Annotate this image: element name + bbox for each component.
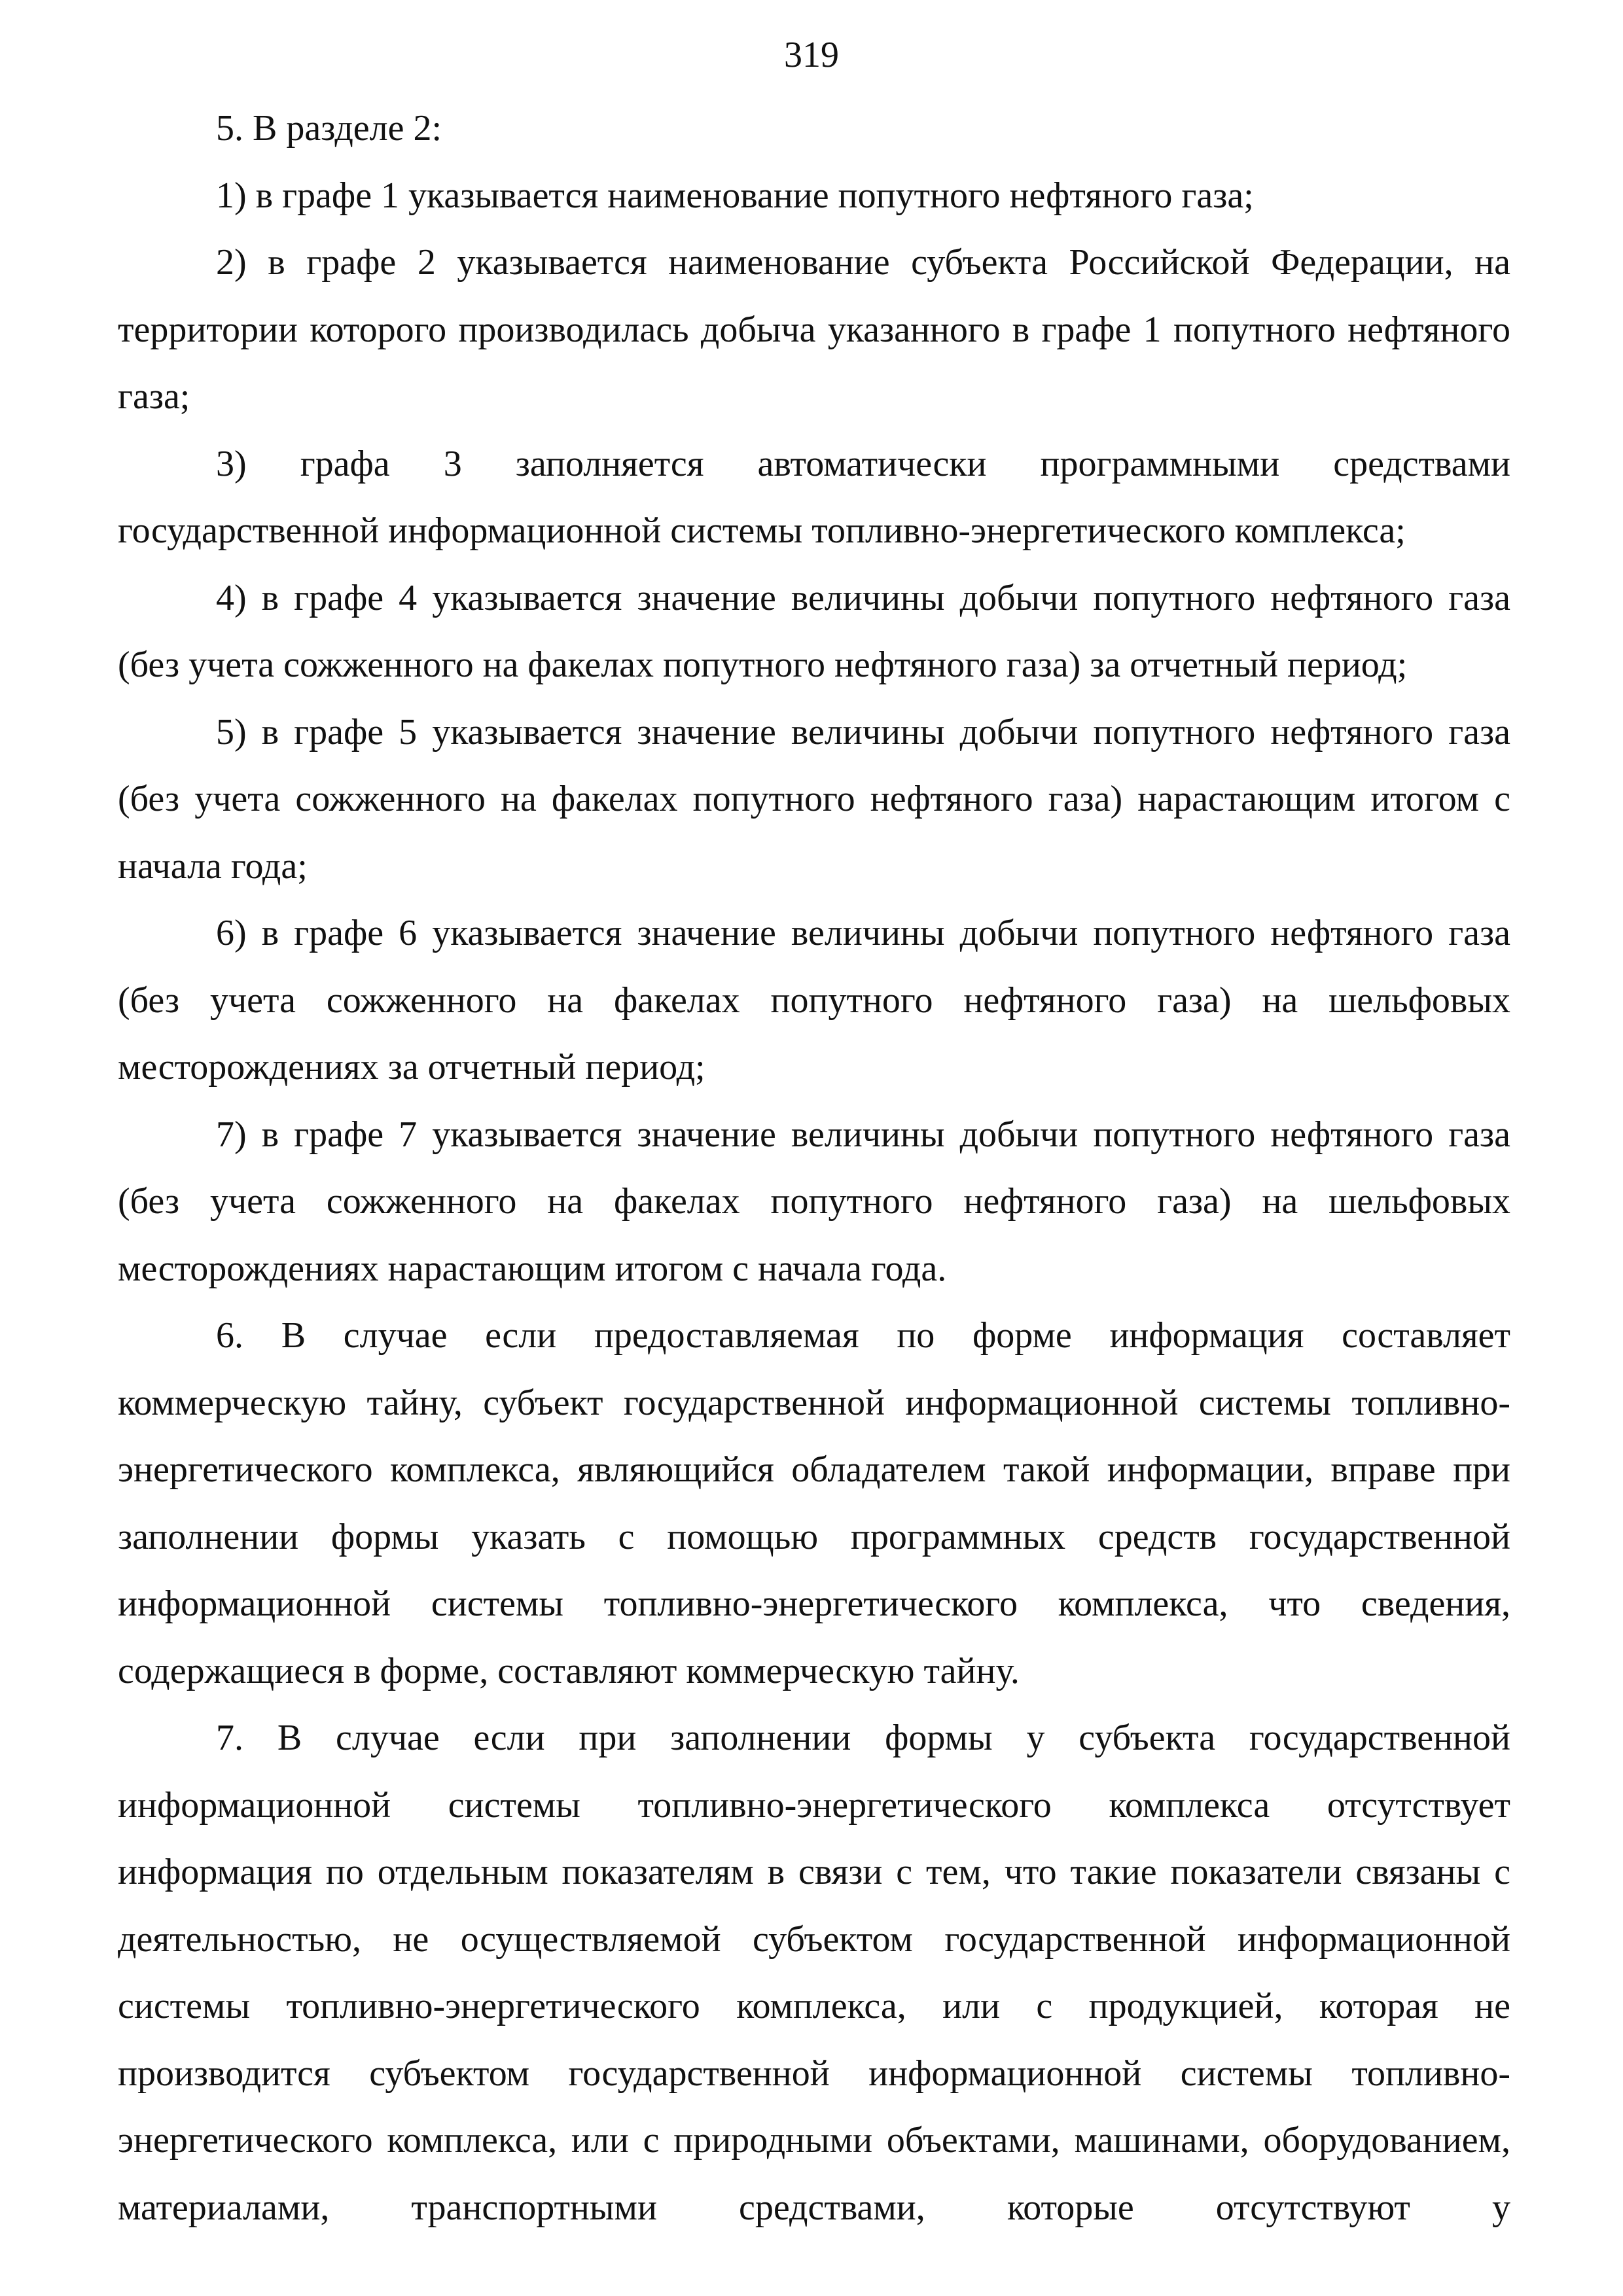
paragraph-section-7: 7. В случае если при заполнении формы у субъекта государственной информационной системы топливно-энергетического комплекса отсутствует информация по отдельным показателям в связи с тем, что такие показатели связаны с деятельностью, не осуществляемой субъектом государственной информационной системы топливно-энергетического комплекса, или с продукцией, которая не производится субъектом государственной информационной системы топливно-энергетического комплекса, или с природными объектами, машинами, оборудованием, материалами, транспортными средствами, которые отсутствуют у xyxy=(118,1718,1510,2228)
paragraph-item-3: 3) графа 3 заполняется автоматически программными средствами государственной информационной системы топливно-энергетического комплекса; xyxy=(118,443,1510,551)
page-number: 319 xyxy=(784,35,839,75)
paragraph-section-5-heading: 5. В разделе 2: xyxy=(216,108,442,149)
paragraph-item-2: 2) в графе 2 указывается наименование субъекта Российской Федерации, на территории которого производилась добыча указанного в графе 1 попутного нефтяного газа; xyxy=(118,242,1510,417)
paragraph-item-7: 7) в графе 7 указывается значение величины добычи попутного нефтяного газа (без учета сожженного на факелах попутного нефтяного газа) на шельфовых месторождениях нарастающим итогом с начала года. xyxy=(118,1114,1510,1289)
paragraph-section-6: 6. В случае если предоставляемая по форме информация составляет коммерческую тайну, субъект государственной информационной системы топливно-энергетического комплекса, являющийся обладателем такой информации, вправе при заполнении формы указать с помощью программных средств государственной информационной системы топливно-энергетического комплекса, что сведения, содержащиеся в форме, составляют коммерческую тайну. xyxy=(118,1315,1510,1691)
document-body xyxy=(118,95,1510,2241)
paragraph-item-1: 1) в графе 1 указывается наименование попутного нефтяного газа; xyxy=(216,175,1254,216)
paragraph-item-6: 6) в графе 6 указывается значение величины добычи попутного нефтяного газа (без учета сожженного на факелах попутного нефтяного газа) на шельфовых месторождениях за отчетный период; xyxy=(118,913,1510,1087)
paragraph-item-5: 5) в графе 5 указывается значение величины добычи попутного нефтяного газа (без учета сожженного на факелах попутного нефтяного газа) нарастающим итогом с начала года; xyxy=(118,711,1510,887)
paragraph-item-4: 4) в графе 4 указывается значение величины добычи попутного нефтяного газа (без учета сожженного на факелах попутного нефтяного газа) за отчетный период; xyxy=(118,577,1510,685)
